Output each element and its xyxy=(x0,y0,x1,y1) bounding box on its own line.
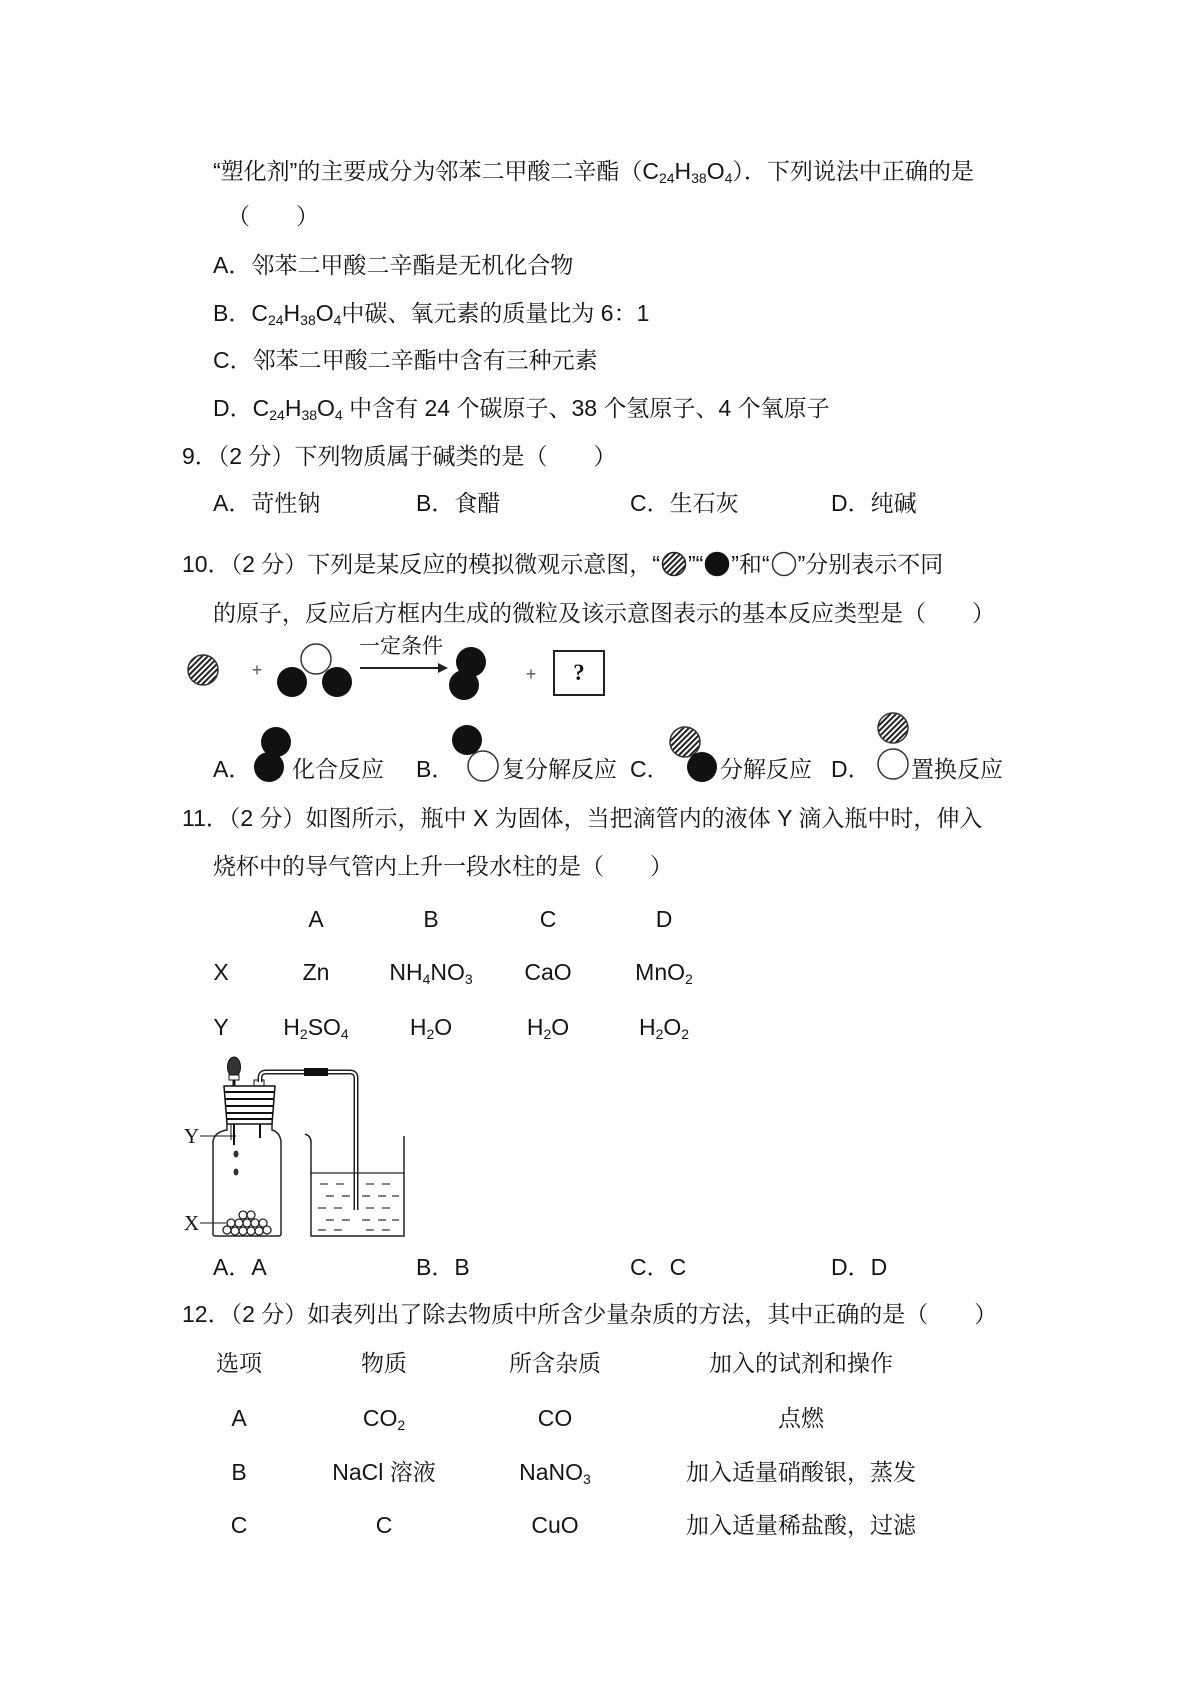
q10-option-d-label: 置换反应 xyxy=(911,756,1003,782)
q11-cell-y-c: $H_2O$ xyxy=(526,1014,570,1042)
q10-stem-line2: 的原子，反应后方框内生成的微粒及该示意图表示的基本反应类型是（ ） xyxy=(213,600,995,626)
q10-option-c-label: 分解反应 xyxy=(720,756,812,782)
black-atom-icon xyxy=(703,550,731,578)
q11-stem-line1: 11．（2 分）如图所示，瓶中 X 为固体，当把滴管内的液体 Y 滴入瓶中时，伸入 xyxy=(182,805,983,831)
q12-row-a-method: 点燃 xyxy=(778,1405,824,1431)
q11-cell-x-c: CaO xyxy=(524,959,572,985)
rubber-stopper-icon xyxy=(224,1080,275,1138)
figure-label-x: X xyxy=(184,1211,200,1235)
q11-cell-y-a: $H_2SO_4$ xyxy=(283,1014,349,1042)
plus-sign-1: + xyxy=(251,660,263,680)
q11-table-header-c: C xyxy=(539,906,557,932)
plus-sign-2: + xyxy=(525,664,537,684)
gas-apparatus-figure xyxy=(180,1050,420,1245)
q10-option-d-particle-icon xyxy=(875,711,911,783)
q10-stem-part-4: ”分别表示不同 xyxy=(797,551,944,577)
reaction-condition-label: 一定条件 xyxy=(359,635,443,658)
drop-icon xyxy=(234,1169,239,1176)
q12-header-substance: 物质 xyxy=(361,1350,407,1376)
q9-option-a: A．苛性钠 xyxy=(213,490,321,516)
q10-option-a-label: 化合反应 xyxy=(292,756,384,782)
q10-stem-part-1: 10．（2 分）下列是某反应的模拟微观示意图，“ xyxy=(182,551,660,577)
q10-option-c-particle-icon xyxy=(668,725,722,785)
unknown-product-mark: ? xyxy=(573,660,585,685)
q10-option-b-letter: B． xyxy=(416,756,455,782)
q11-table-header-d: D xyxy=(655,906,673,932)
product-molecule-icon xyxy=(449,647,486,700)
q8-answer-blank: （ ） xyxy=(227,203,319,229)
q11-option-c: C．C xyxy=(630,1254,687,1280)
q8-stem-line1: “塑化剂”的主要成分为邻苯二甲酸二辛酯$(C_{24}H_{38}O_4)$．下列说法中正确的是 xyxy=(213,158,974,186)
figure-label-y: Y xyxy=(184,1124,200,1148)
q12-row-c-impurity: CuO xyxy=(531,1512,579,1538)
q11-option-d: D．D xyxy=(831,1254,888,1280)
q11-option-b: B．B xyxy=(416,1254,470,1280)
q11-option-a: A．A xyxy=(213,1254,267,1280)
drop-icon xyxy=(234,1151,239,1158)
hatched-atom-icon xyxy=(660,550,688,578)
q8-option-b: B．$C_{24}H_{38}O_4$中碳、氧元素的质量比为 6：1 xyxy=(213,300,650,328)
q10-option-b-particle-icon xyxy=(450,723,502,785)
q11-stem-line2: 烧杯中的导气管内上升一段水柱的是（ ） xyxy=(213,853,673,879)
q11-cell-x-b: $NH_4NO_3$ xyxy=(389,959,473,987)
solid-beads-icon xyxy=(223,1211,271,1235)
q10-option-c-letter: C． xyxy=(630,756,670,782)
q9-option-d: D．纯碱 xyxy=(831,490,917,516)
q11-cell-y-b: $H_2O$ xyxy=(409,1014,453,1042)
q12-row-b-impurity: NaNO$_3$ xyxy=(519,1459,591,1487)
q11-row-label-x: X xyxy=(213,959,229,985)
q11-row-label-y: Y xyxy=(213,1014,229,1040)
white-atom-icon xyxy=(770,550,798,578)
q12-row-b-method: 加入适量硝酸银，蒸发 xyxy=(686,1459,916,1485)
q11-table-header-b: B xyxy=(423,906,439,932)
q8-option-a: A．邻苯二甲酸二辛酯是无机化合物 xyxy=(213,252,574,278)
q9-option-c: C．生石灰 xyxy=(630,490,739,516)
q12-row-a-option: A xyxy=(231,1405,247,1431)
q8-option-c: C．邻苯二甲酸二辛酯中含有三种元素 xyxy=(213,347,598,373)
q11-cell-x-a: Zn xyxy=(302,959,330,985)
q10-option-a-letter: A． xyxy=(213,756,252,782)
q10-option-d-letter: D． xyxy=(831,756,871,782)
q11-cell-y-d: $H_2O_2$ xyxy=(638,1014,690,1042)
q12-header-impurity: 所含杂质 xyxy=(509,1350,601,1376)
q11-cell-x-d: MnO$_2$ xyxy=(635,959,693,987)
q12-row-a-impurity: CO xyxy=(537,1405,573,1431)
q11-table-header-a: A xyxy=(308,906,324,932)
q10-option-a-particle-icon xyxy=(252,725,296,785)
q9-stem: 9．（2 分）下列物质属于碱类的是（ ） xyxy=(182,443,617,469)
q12-header-method: 加入的试剂和操作 xyxy=(709,1350,893,1376)
q12-row-c-method: 加入适量稀盐酸，过滤 xyxy=(686,1512,916,1538)
q12-row-b-option: B xyxy=(231,1459,247,1485)
q10-stem-line1 xyxy=(182,549,943,579)
q12-row-b-substance: NaCl 溶液 xyxy=(332,1459,436,1485)
q10-stem-part-3: ”和“ xyxy=(731,551,770,577)
q12-row-c-option: C xyxy=(230,1512,248,1538)
reactant-molecule-icon xyxy=(277,644,352,697)
reaction-arrow-icon xyxy=(360,663,448,673)
q10-option-b-label: 复分解反应 xyxy=(502,756,617,782)
q12-row-c-substance: C xyxy=(375,1512,393,1538)
q8-option-d: D．$C_{24}H_{38}O_4$ 中含有 24 个碳原子、38 个氢原子、4 个氧原子 xyxy=(213,395,830,423)
q12-stem: 12．（2 分）如表列出了除去物质中所含少量杂质的方法，其中正确的是（ ） xyxy=(182,1301,998,1327)
reactant-hatched-atom-icon xyxy=(188,655,218,685)
q12-header-option: 选项 xyxy=(216,1350,262,1376)
tube-connector-icon xyxy=(304,1068,328,1076)
q12-row-a-substance: $CO_2$ xyxy=(362,1405,406,1433)
q10-stem-part-2: ”“ xyxy=(687,551,704,577)
q9-option-b: B．食醋 xyxy=(416,490,501,516)
